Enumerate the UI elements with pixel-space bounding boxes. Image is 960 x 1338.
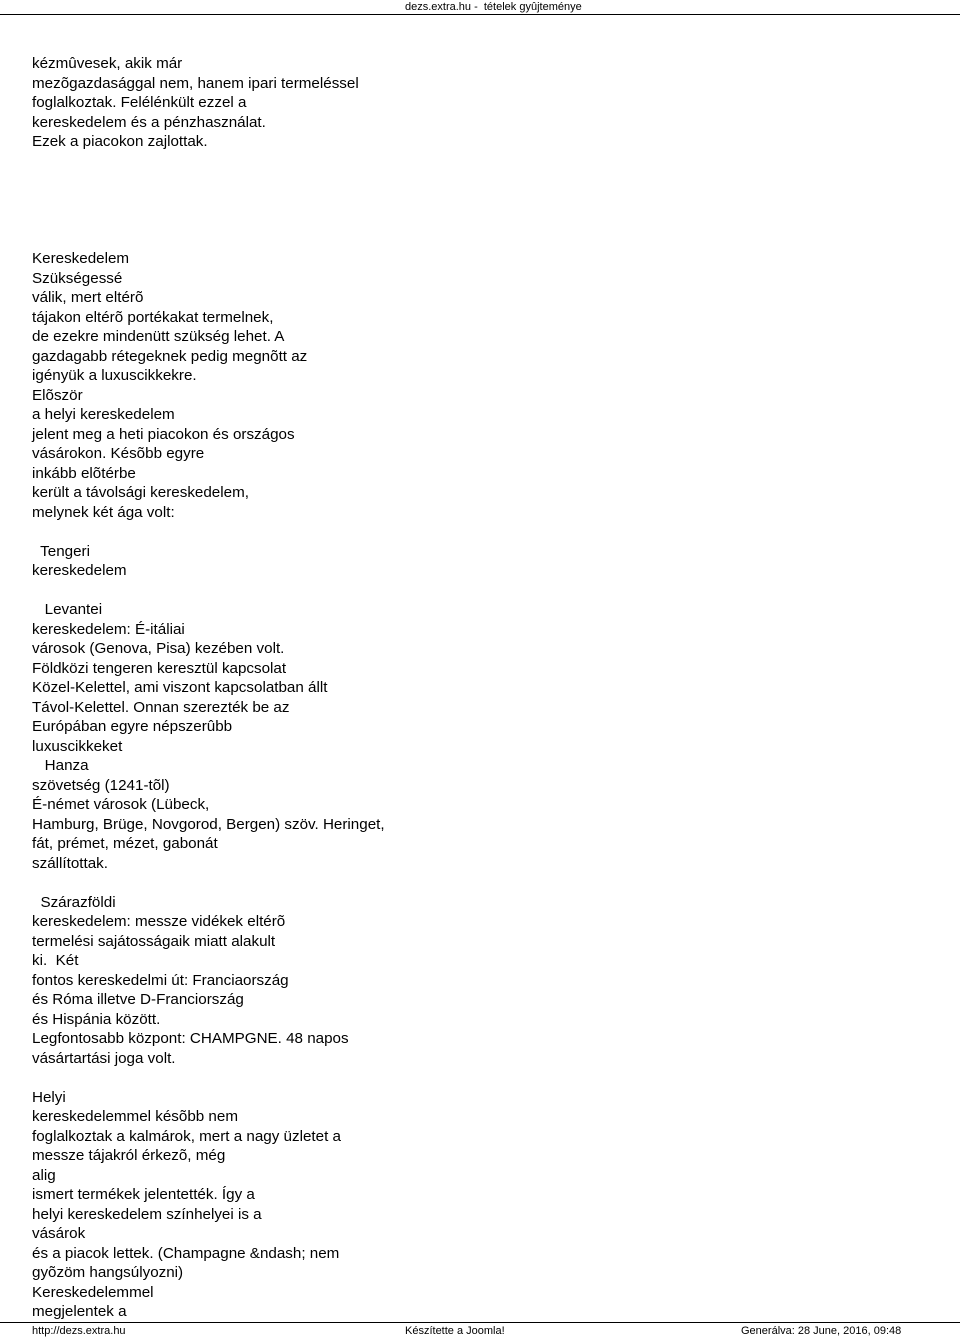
text-line: fát, prémet, mézet, gabonát bbox=[32, 835, 218, 852]
text-line: messze tájakról érkezõ, még bbox=[32, 1147, 226, 1164]
page-header: dezs.extra.hu - tételek gyûjteménye bbox=[405, 1, 582, 13]
text-line: igényük a luxuscikkekre. bbox=[32, 367, 197, 384]
text-line: kereskedelem bbox=[32, 562, 127, 579]
blank-line bbox=[32, 171, 385, 191]
text-line: termelési sajátosságaik miatt alakult bbox=[32, 932, 276, 950]
blank-line bbox=[32, 873, 385, 893]
text-line: Tengeri bbox=[32, 542, 90, 560]
blank-line bbox=[32, 230, 385, 250]
text-line: kereskedelem és a pénzhasználat. bbox=[32, 113, 266, 131]
text-line: kereskedelemmel késõbb nem bbox=[32, 1108, 238, 1125]
text-line: vásárokon. Késõbb egyre bbox=[32, 445, 205, 462]
text-line: kereskedelem: É-itáliai bbox=[32, 620, 185, 638]
text-line: kézmûvesek, akik már bbox=[32, 55, 183, 72]
text-line: foglalkoztak a kalmárok, mert a nagy üzletet a bbox=[32, 1127, 341, 1145]
text-line: Ezek a piacokon zajlottak. bbox=[32, 133, 208, 150]
text-line: gazdagabb rétegeknek pedig megnõtt az bbox=[32, 347, 308, 365]
text-line: Hamburg, Brüge, Novgorod, Bergen) szöv. Heringet, bbox=[32, 815, 385, 833]
text-line: és Róma illetve D-Franciország bbox=[32, 991, 244, 1008]
text-line: ki. Két bbox=[32, 952, 79, 969]
text-line: ismert termékek jelentették. Így a bbox=[32, 1186, 255, 1203]
text-line: Európában egyre népszerûbb bbox=[32, 718, 233, 735]
blank-line bbox=[32, 522, 385, 542]
footer-generated-date: Generálva: 28 June, 2016, 09:48 bbox=[741, 1325, 902, 1337]
text-line: Kereskedelem bbox=[32, 250, 130, 267]
text-line: Elõször bbox=[32, 386, 83, 404]
text-line: Helyi bbox=[32, 1088, 66, 1106]
footer-credit: Készítette a Joomla! bbox=[405, 1325, 505, 1337]
text-line: luxuscikkeket bbox=[32, 737, 123, 755]
text-line: Szükségessé bbox=[32, 269, 123, 287]
text-line: Levantei bbox=[32, 601, 103, 618]
text-line: került a távolsági kereskedelem, bbox=[32, 484, 249, 501]
text-line: Távol-Kelettel. Onnan szerezték be az bbox=[32, 698, 290, 716]
text-line: vásártartási joga volt. bbox=[32, 1049, 176, 1067]
text-line: a helyi kereskedelem bbox=[32, 406, 175, 423]
header-divider bbox=[0, 14, 960, 15]
text-line: Közel-Kelettel, ami viszont kapcsolatban állt bbox=[32, 679, 328, 696]
text-line: szövetség (1241-tõl) bbox=[32, 776, 170, 794]
text-line: jelent meg a heti piacokon és országos bbox=[32, 425, 295, 443]
text-line: helyi kereskedelem színhelyei is a bbox=[32, 1205, 262, 1223]
text-line: vásárok bbox=[32, 1225, 86, 1242]
blank-line bbox=[32, 1068, 385, 1088]
text-line: Szárazföldi bbox=[32, 893, 116, 911]
text-line: melynek két ága volt: bbox=[32, 503, 175, 521]
document-body bbox=[32, 54, 385, 1322]
text-line: kereskedelem: messze vidékek eltérõ bbox=[32, 913, 286, 930]
text-line: foglalkoztak. Felélénkült ezzel a bbox=[32, 94, 247, 111]
blank-line bbox=[32, 210, 385, 230]
text-line: Kereskedelemmel bbox=[32, 1283, 154, 1301]
text-line: Hanza bbox=[32, 757, 89, 774]
text-line: Földközi tengeren keresztül kapcsolat bbox=[32, 659, 287, 677]
text-line: városok (Genova, Pisa) kezében volt. bbox=[32, 640, 285, 657]
text-line: tájakon eltérõ portékakat termelnek, bbox=[32, 308, 274, 326]
text-line: mezõgazdasággal nem, hanem ipari termeléssel bbox=[32, 74, 359, 92]
text-line: fontos kereskedelmi út: Franciaország bbox=[32, 971, 289, 989]
text-line: válik, mert eltérõ bbox=[32, 289, 144, 306]
text-line: inkább elõtérbe bbox=[32, 464, 136, 482]
text-line: szállítottak. bbox=[32, 854, 108, 872]
text-line: és Hispánia között. bbox=[32, 1010, 161, 1028]
footer-divider bbox=[0, 1322, 960, 1323]
blank-line bbox=[32, 152, 385, 172]
text-line: gyõzöm hangsúlyozni) bbox=[32, 1264, 184, 1281]
text-line: alig bbox=[32, 1166, 56, 1184]
text-line: és a piacok lettek. (Champagne &ndash; nem bbox=[32, 1244, 340, 1262]
text-line: Legfontosabb központ: CHAMPGNE. 48 napos bbox=[32, 1030, 349, 1047]
text-line: de ezekre mindenütt szükség lehet. A bbox=[32, 328, 285, 345]
blank-line bbox=[32, 581, 385, 601]
text-line: megjelentek a bbox=[32, 1303, 127, 1320]
footer-url[interactable]: http://dezs.extra.hu bbox=[32, 1325, 126, 1337]
blank-line bbox=[32, 191, 385, 211]
text-line: É-német városok (Lübeck, bbox=[32, 796, 210, 813]
